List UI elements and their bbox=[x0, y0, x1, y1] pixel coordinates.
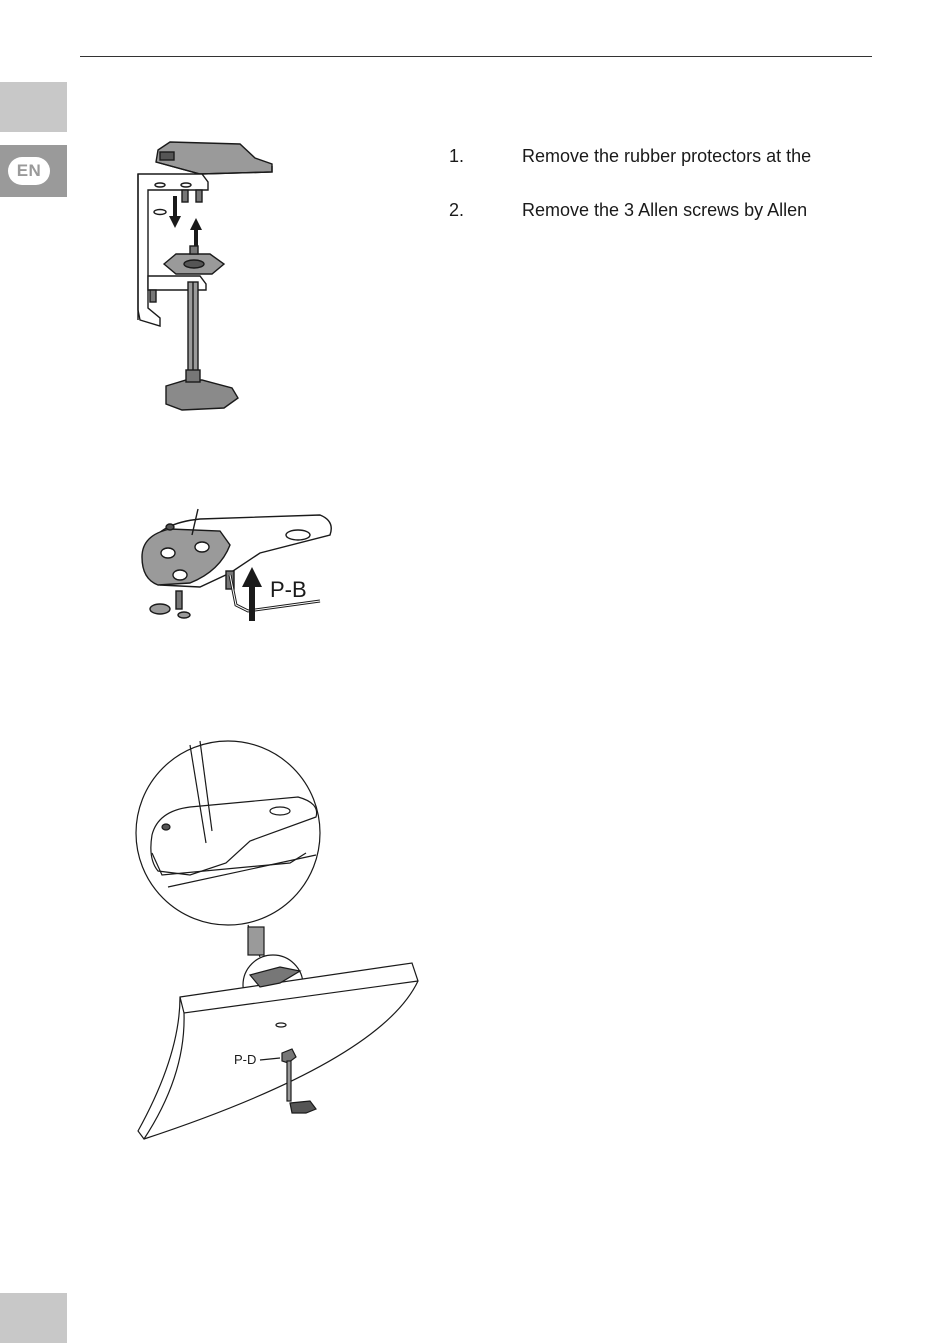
step-2 bbox=[449, 199, 807, 221]
figure-screw-removal bbox=[130, 505, 340, 630]
side-marker-bottom bbox=[0, 1293, 67, 1343]
language-tab bbox=[0, 145, 67, 197]
step-1 bbox=[449, 145, 811, 167]
step-1-text: Remove the rubber protectors at the bbox=[522, 146, 812, 166]
language-badge bbox=[8, 157, 50, 185]
header-rule bbox=[80, 56, 872, 57]
figure-label-pb: P-B bbox=[270, 577, 307, 602]
step-2-text: Remove the 3 Allen screws by Allen bbox=[522, 200, 808, 220]
step-2-number: 2. bbox=[449, 200, 465, 220]
step-1-number: 1. bbox=[449, 146, 465, 166]
figure-clamp-exploded bbox=[120, 130, 290, 420]
figure-label-pd: P-D bbox=[234, 1052, 257, 1067]
language-code: EN bbox=[16, 161, 42, 180]
side-marker-top bbox=[0, 82, 67, 132]
figure-table-mounting bbox=[130, 735, 425, 1145]
